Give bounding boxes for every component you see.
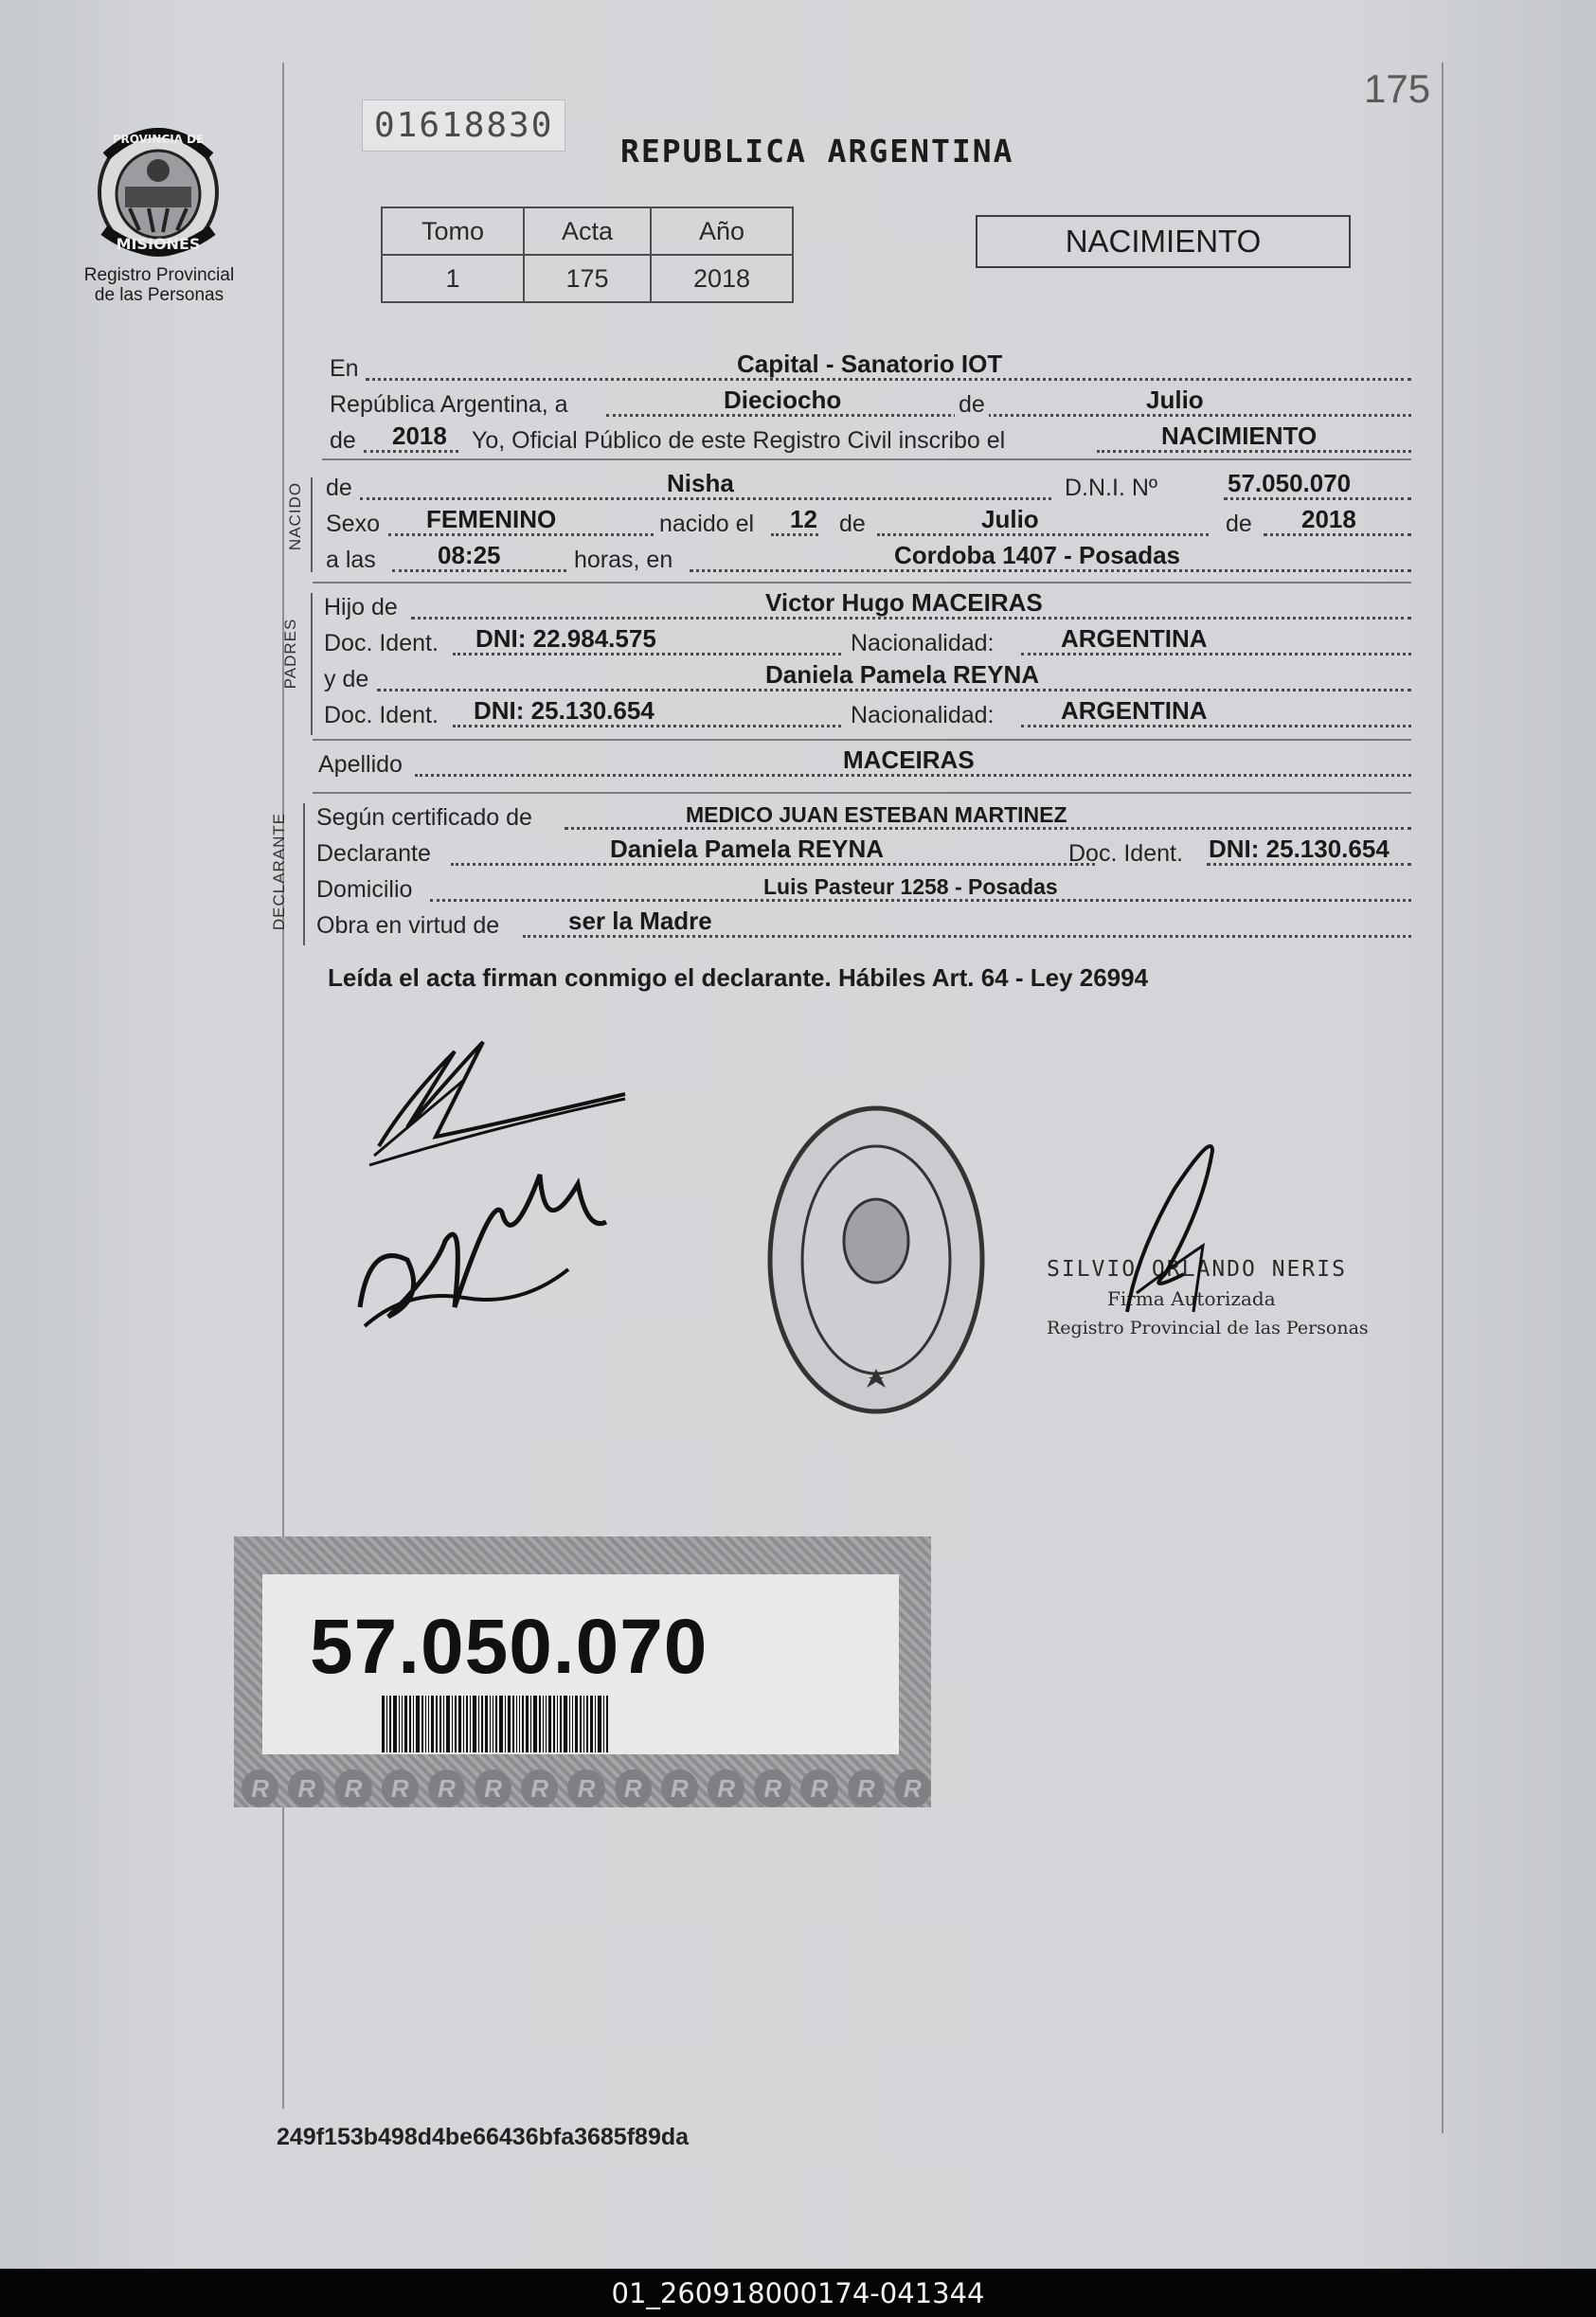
label-inscribo: Yo, Oficial Público de este Registro Civil inscribo el [472,427,1006,454]
value-domicilio: Luis Pasteur 1258 - Posadas [763,874,1058,899]
label-republica: República Argentina, a [330,391,568,418]
divider [313,739,1411,741]
barcode-bar [481,1696,483,1752]
label-en: En [330,355,359,382]
r-pattern-icon: R [428,1769,465,1807]
barcode-bar [425,1696,426,1752]
barcode-bar [389,1696,391,1752]
barcode-bar [512,1696,514,1752]
row-declarante [316,835,1411,870]
page-number: 175 [1364,66,1431,111]
barcode-bar [575,1696,578,1752]
value-birth-place: Cordoba 1407 - Posadas [894,541,1180,569]
barcode-bar [508,1696,511,1752]
barcode-bar [382,1696,385,1752]
row-hora [326,542,1411,576]
registry-caption-line1: Registro Provincial [83,265,235,285]
svg-text:MISIONES: MISIONES [116,235,201,253]
dotted-line [877,533,1209,536]
nacido-section-label: NACIDO [286,481,304,551]
barcode-bar [413,1696,414,1752]
row-sexo [326,506,1411,540]
r-pattern-icon: R [567,1769,604,1807]
barcode-bar [539,1696,541,1752]
barcode-bar [606,1696,608,1752]
barcode-bar [463,1696,464,1752]
r-pattern-icon: R [615,1769,652,1807]
barcode-bar [522,1696,524,1752]
r-pattern-icon: R [334,1769,371,1807]
barcode-bar [478,1696,479,1752]
province-coat-of-arms-icon [87,118,229,260]
row-inscribo [330,422,1411,457]
barcode-bar [553,1696,555,1752]
row-father-doc [324,625,1411,659]
barcode-bar [569,1696,570,1752]
barcode-bar [443,1696,444,1752]
value-birth-year: 2018 [1301,505,1356,533]
label-hijo-de: Hijo de [324,594,398,620]
value-place: Capital - Sanatorio IOT [737,350,1003,378]
barcode-bar [526,1696,529,1752]
r-pattern-icon: R [708,1769,744,1807]
divider [313,582,1411,584]
value-sexo: FEMENINO [426,505,557,533]
registry-table [381,207,794,303]
barcode-bar [455,1696,457,1752]
barcode-bar [409,1696,411,1752]
r-pattern-icon: R [661,1769,698,1807]
label-de: de [1226,511,1252,537]
label-nacido-el: nacido el [659,511,755,537]
row-certificado [316,799,1411,834]
official-name: SILVIO ORLANDO NERIS [1047,1257,1347,1282]
barcode-bar [516,1696,517,1752]
value-month: Julio [1146,386,1204,414]
country-title: REPUBLICA ARGENTINA [620,133,1014,170]
value-mother-name: Daniela Pamela REYNA [765,660,1040,689]
r-pattern-icon: R [521,1769,558,1807]
barcode-bar [402,1696,403,1752]
barcode-bar [580,1696,582,1752]
barcode-bar [436,1696,438,1752]
value-birth-day: 12 [790,505,817,533]
label-sexo: Sexo [326,511,380,537]
barcode-bar [560,1696,562,1752]
footer-bar [0,2269,1596,2317]
label-y-de: y de [324,666,369,692]
barcode-bar [466,1696,468,1752]
value-obra: ser la Madre [568,907,712,935]
r-pattern-icon: R [382,1769,419,1807]
serial-number: 01618830 [362,99,565,152]
registry-seal-icon [762,1099,990,1421]
nacido-section-line [311,477,313,572]
barcode-bar [458,1696,461,1752]
document-hash: 249f153b498d4be66436bfa3685f89da [277,2124,690,2150]
barcode-bar [470,1696,471,1752]
value-father-doc: DNI: 22.984.575 [475,624,656,653]
barcode-bar [598,1696,601,1752]
barcode-bar [530,1696,531,1752]
barcode-bar [428,1696,429,1752]
label-dni: D.N.I. Nº [1065,475,1158,501]
dni-label-inner [262,1574,899,1754]
padres-section-line [311,593,313,735]
value-tomo: 1 [382,255,524,302]
divider [313,792,1411,794]
label-nacionalidad: Nacionalidad: [851,702,995,728]
declarante-section-label: DECLARANTE [270,812,288,931]
barcode-bar [519,1696,520,1752]
barcode-bar [572,1696,573,1752]
barcode-bar [586,1696,588,1752]
row-nacido-name [326,470,1411,504]
barcode-bar [543,1696,544,1752]
label-doc-ident: Doc. Ident. [324,630,439,656]
barcode-bar [595,1696,596,1752]
r-pattern-icon: R [288,1769,325,1807]
dni-label-card [234,1536,931,1807]
barcode-bar [590,1696,593,1752]
label-doc-ident: Doc. Ident. [324,702,439,728]
label-domicilio: Domicilio [316,876,413,903]
registry-caption [66,265,252,305]
value-declarante-doc: DNI: 25.130.654 [1209,835,1390,863]
registry-caption-line2: de las Personas [94,285,224,305]
padres-section-label: PADRES [281,618,299,690]
value-child-dni: 57.050.070 [1228,469,1352,497]
value-father-nationality: ARGENTINA [1061,624,1208,653]
value-birth-time: 08:25 [438,541,501,569]
row-en [330,350,1411,385]
barcode-bar [399,1696,400,1752]
barcode-bar [431,1696,434,1752]
row-republica [330,386,1411,421]
footer-filename: 01_260918000174-041344 [611,2276,985,2309]
r-pattern-icon: R [754,1769,791,1807]
header-tomo: Tomo [382,207,524,255]
label-apellido: Apellido [318,751,403,778]
label-horas-en: horas, en [574,547,673,573]
barcode-bar [452,1696,453,1752]
barcode-bar [499,1696,503,1752]
barcode-bar [490,1696,491,1752]
label-obra: Obra en virtud de [316,912,500,939]
legal-text: Leída el acta firman conmigo el declarante. Hábiles Art. 64 - Ley 26994 [328,963,1149,992]
header-acta: Acta [524,207,651,255]
barcode-bar [473,1696,476,1752]
barcode-bar [505,1696,506,1752]
barcode-bar [393,1696,397,1752]
barcode-bar [548,1696,551,1752]
row-mother-doc [324,697,1411,731]
barcode-bar [439,1696,441,1752]
barcode-bar [386,1696,387,1752]
row-y-de [324,661,1411,695]
barcode-bar [495,1696,497,1752]
barcode-bar [546,1696,547,1752]
barcode-bar [603,1696,604,1752]
declarante-section-line [303,803,305,945]
value-certificado: MEDICO JUAN ESTEBAN MARTINEZ [686,802,1067,827]
official-title: Firma Autorizada [1107,1287,1276,1310]
value-birth-month: Julio [981,505,1039,533]
row-apellido [318,746,1411,781]
barcode-bar [421,1696,423,1752]
barcode-bar [557,1696,558,1752]
label-doc-ident: Doc. Ident. [1068,840,1183,867]
value-acta: 175 [524,255,651,302]
barcode-icon [382,1696,780,1752]
barcode-bar [485,1696,488,1752]
r-pattern-icon: R [800,1769,837,1807]
barcode-bar [446,1696,450,1752]
barcode-bar [533,1696,537,1752]
label-declarante: Declarante [316,840,431,867]
header-ano: Año [651,207,793,255]
label-de: de [839,511,866,537]
value-day: Dieciocho [724,386,842,414]
value-year: 2018 [392,422,447,450]
barcode-bar [583,1696,584,1752]
signatures-icon [350,1023,663,1345]
label-nacionalidad: Nacionalidad: [851,630,995,656]
value-mother-doc: DNI: 25.130.654 [474,696,655,725]
label-de: de [955,391,989,419]
value-child-name: Nisha [667,469,734,497]
row-hijo-de [324,589,1411,623]
label-a-las: a las [326,547,376,573]
official-office: Registro Provincial de las Personas [1047,1318,1369,1338]
dni-number: 57.050.070 [310,1604,708,1690]
label-year-prefix: de [330,427,356,454]
value-mother-nationality: ARGENTINA [1061,696,1208,725]
label-certificado: Según certificado de [316,804,532,831]
act-type-box: NACIMIENTO [976,215,1351,268]
divider [322,458,1411,460]
label-de: de [326,475,352,501]
value-father-name: Victor Hugo MACEIRAS [765,588,1043,617]
r-pattern-icon: R [475,1769,511,1807]
barcode-bar [404,1696,407,1752]
value-ano: 2018 [651,255,793,302]
right-margin-line [1442,63,1444,2133]
r-pattern-icon: R [242,1769,278,1807]
value-inscribo: NACIMIENTO [1161,422,1318,450]
r-pattern-icon: R [848,1769,885,1807]
barcode-bar [564,1696,567,1752]
official-signature-icon [1108,1132,1231,1321]
r-pattern-strip [234,1769,931,1807]
r-pattern-icon: R [894,1769,931,1807]
svg-text:PROVINCIA DE: PROVINCIA DE [112,133,205,146]
value-declarante: Daniela Pamela REYNA [610,835,885,863]
row-domicilio [316,871,1411,906]
barcode-bar [416,1696,420,1752]
row-obra [316,907,1411,942]
value-apellido: MACEIRAS [843,745,975,774]
